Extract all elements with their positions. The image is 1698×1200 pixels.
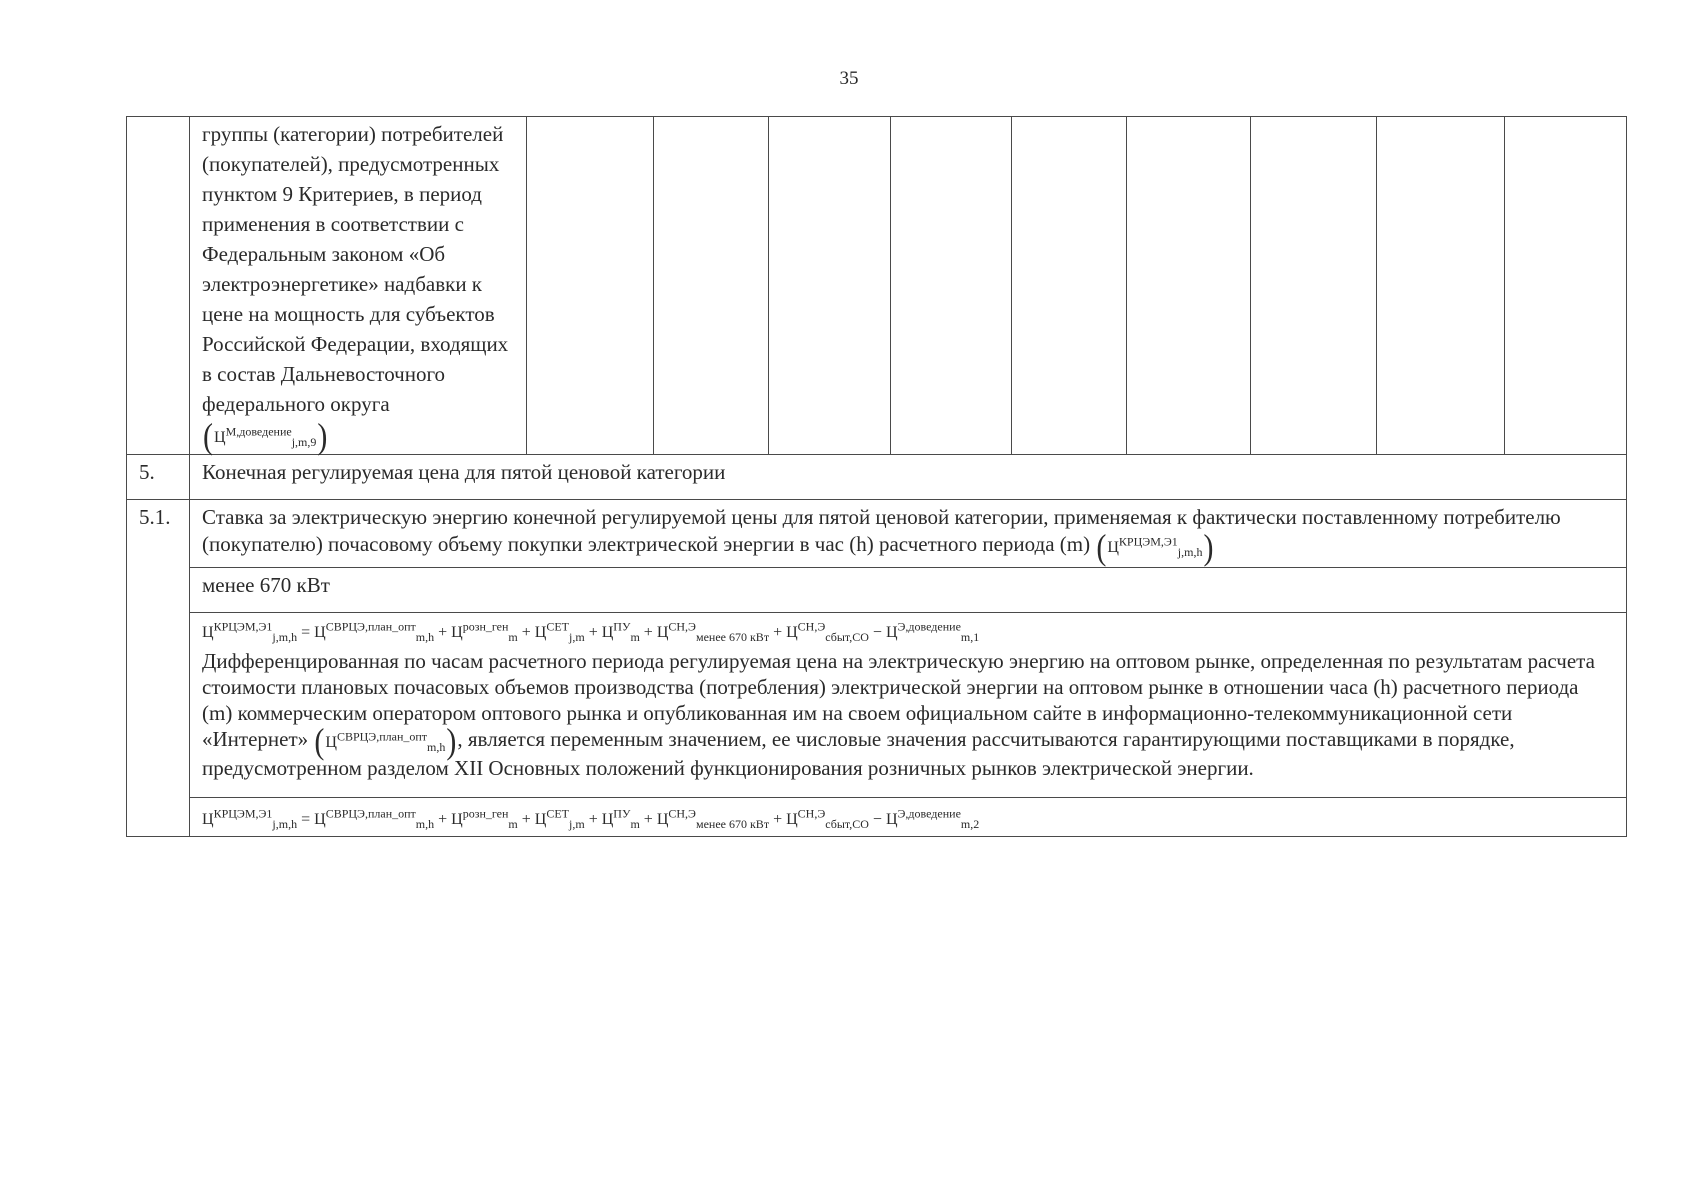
formula-explanation: Дифференцированная по часам расчетного периода регулируемая цена на электрическую энергию на оптовом рынке, определенная по результатам расчета стоимости плановых почасовых объемов производства (потребления) электрической энергии на оптовом рынке в отношении часа (h) расчетного периода (m) коммерческим оператором оптового рынка и опубликованная им на своем официальном сайте в информационно-телекоммуникационной сети «Интернет» $(Ц^{СВРЦЭ,план\_опт}_{m,h})$, является переменным значением, ее числовые значения рассчитываются гарантирующими поставщиками в порядке, предусмотренном разделом XII Основных положений функционирования розничных рынков электрической энергии. [202, 648, 1595, 781]
table-cell-empty [891, 117, 1012, 455]
table-row-5-1 [127, 500, 1627, 568]
table-row-formula-2 [127, 798, 1627, 837]
row-number-empty [127, 117, 190, 455]
table-cell-empty [1127, 117, 1251, 455]
formula-2: $Ц^{КРЦЭМ,Э1}_{j,m,h} = Ц^{СВРЦЭ,план\_опт}_{m,h} + Ц^{розн\_ген}_m + Ц^{СЕТ}_{j,m} + Ц^{ПУ}_m + Ц^{СН,Э}_{менее 670 кВт} + Ц^{СН,Э}_{сбыт,СО} - Ц^{Э,доведение}_{m,2}$ [202, 806, 980, 832]
row-5-number: 5. [127, 455, 190, 500]
less-670-label: менее 670 кВт [190, 567, 1627, 612]
tariff-table [126, 116, 1627, 837]
formula-1: $Ц^{КРЦЭМ,Э1}_{j,m,h} = Ц^{СВРЦЭ,план\_опт}_{m,h} + Ц^{розн\_ген}_m + Ц^{СЕТ}_{j,m} + Ц^{ПУ}_m + Ц^{СН,Э}_{менее 670 кВт} + Ц^{СН,Э}_{сбыт,СО} - Ц^{Э,доведение}_{m,1}$ [202, 619, 980, 644]
table-row-less-670 [127, 567, 1627, 612]
table-cell-empty [527, 117, 654, 455]
table-cell-empty [1012, 117, 1127, 455]
formula-1-block [190, 612, 1627, 797]
table-cell-empty [769, 117, 891, 455]
row-5-1-text: Ставка за электрическую энергию конечной регулируемой цены для пятой ценовой категории, применяемая к фактически поставленному потребителю (покупателю) почасовому объему покупки электрической энергии в час (h) расчетного периода (m) [202, 505, 1561, 557]
table-row-formula-1 [127, 612, 1627, 797]
formula-2-block [190, 798, 1627, 837]
row-5-1-description [190, 500, 1627, 568]
row-4-text: группы (категории) потребителей (покупателей), предусмотренных пунктом 9 Критериев, в период применения в соответствии с Федеральным законом «Об электроэнергетике» надбавки к цене на мощность для субъектов Российской Федерации, входящих в состав Дальневосточного федерального округа [202, 122, 509, 416]
row-4-symbol: $(Ц^{М,доведение}_{j,m,9})$ [203, 416, 328, 457]
table-cell-empty [1377, 117, 1505, 455]
table-cell-empty [1505, 117, 1627, 455]
row-5-1-number: 5.1. [127, 500, 190, 837]
table-row-5 [127, 455, 1627, 500]
row-5-title: Конечная регулируемая цена для пятой ценовой категории [190, 455, 1627, 500]
table-row-4-continuation [127, 117, 1627, 455]
row-4-description [190, 117, 527, 455]
table-cell-empty [1251, 117, 1377, 455]
row-5-1-symbol: $(Ц^{КРЦЭМ,Э1}_{j,m,h})$ [1096, 527, 1214, 568]
page-number: 35 [839, 68, 859, 89]
table-cell-empty [654, 117, 769, 455]
explanation-symbol: $(Ц^{СВРЦЭ,план\_опт}_{m,h})$ [314, 721, 457, 762]
